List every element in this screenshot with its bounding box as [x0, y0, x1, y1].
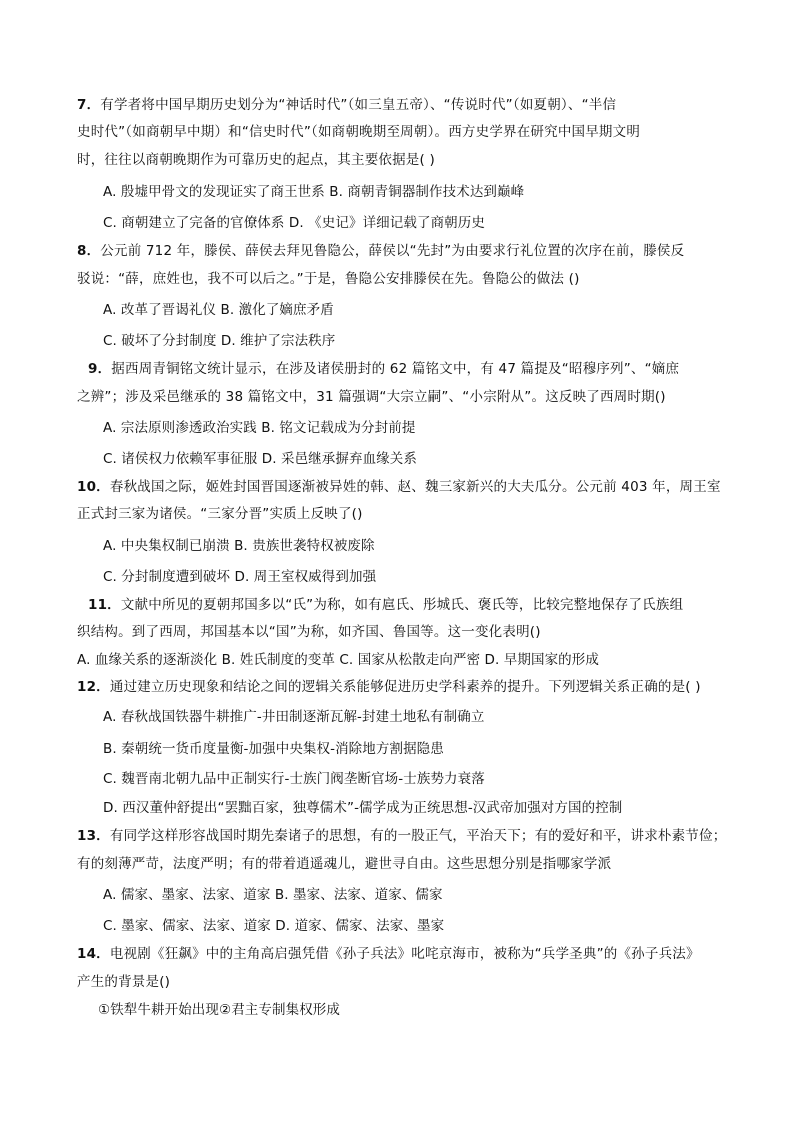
option-line: A. 儒家、墨家、法家、道家 B. 墨家、法家、道家、儒家: [103, 887, 443, 903]
question-text: 文献中所见的夏朝邦国多以“氏”为称，如有扈氏、彤城氏、褒氏等，比较完整地保存了氏族组: [120, 597, 684, 613]
option-line: C. 破坏了分封制度 D. 维护了宗法秩序: [103, 333, 336, 349]
option-line: C. 分封制度遭到破坏 D. 周王室权威得到加强: [103, 569, 377, 585]
question-number: 14．: [77, 946, 110, 962]
option-line: C. 诸侯权力依赖军事征服 D. 采邑继承摒弃血缘关系: [103, 451, 417, 467]
question-text: 有的刻薄严苛，法度严明；有的带着逍遥魂儿，避世寻自由。这些思想分别是指哪家学派: [77, 856, 612, 872]
question-text: 之辨”；涉及采邑继承的 38 篇铭文中，31 篇强调“大宗立嗣”、“小宗附从”。这反映了西周时期(): [77, 389, 666, 405]
question-number: 10．: [77, 479, 110, 495]
question-text: 时，往往以商朝晚期作为可靠历史的起点，其主要依据是( ): [77, 152, 435, 168]
option-line: ①铁犁牛耕开始出现②君主专制集权形成: [98, 1002, 341, 1018]
option-line: C. 魏晋南北朝九品中正制实行-士族门阀垄断官场-士族势力衰落: [103, 771, 485, 787]
question-text: 产生的背景是(): [77, 974, 171, 990]
question-number: 12．: [77, 679, 110, 695]
option-line: D. 西汉董仲舒提出“罢黜百家，独尊儒术”-儒学成为正统思想-汉武帝加强对方国的控制: [103, 800, 623, 816]
question-number: 11．: [88, 597, 121, 613]
option-line: A. 宗法原则渗透政治实践 B. 铭文记载成为分封前提: [103, 420, 416, 436]
question-text: 电视剧《狂飙》中的主角高启强凭借《孙子兵法》叱咤京海市，被称为“兵学圣典”的《孙子兵法》: [109, 946, 700, 962]
option-line: A. 春秋战国铁器牛耕推广-井田制逐渐瓦解-封建土地私有制确立: [103, 709, 485, 725]
question-number: 8．: [77, 243, 101, 259]
question-text: 据西周青铜铭文统计显示，在涉及诸侯册封的 62 篇铭文中，有 47 篇提及“昭穆序列”、“嫡庶: [111, 361, 680, 377]
question-number: 13．: [77, 828, 110, 844]
option-line: A. 血缘关系的逐渐淡化 B. 姓氏制度的变革 C. 国家从松散走向严密 D. 早期国家的形成: [77, 652, 599, 668]
option-line: A. 中央集权制已崩溃 B. 贵族世袭特权被废除: [103, 538, 375, 554]
question-number: 9．: [88, 361, 112, 377]
question-text: 春秋战国之际，姬姓封国晋国逐渐被异姓的韩、赵、魏三家新兴的大夫瓜分。公元前 403 年，周王室: [109, 479, 721, 495]
question-text: 正式封三家为诸侯。“三家分晋”实质上反映了(): [77, 506, 363, 522]
question-text: 史时代”（如商朝早中期）和“信史时代”（如商朝晚期至周朝）。西方史学界在研究中国早期文明: [77, 124, 641, 140]
question-text: 有同学这样形容战国时期先秦诸子的思想，有的一股正气，平治天下；有的爱好和平，讲求朴素节俭；: [109, 828, 727, 844]
option-line: B. 秦朝统一货币度量衡-加强中央集权-消除地方割据隐患: [103, 741, 444, 757]
question-text: 通过建立历史现象和结论之间的逻辑关系能够促进历史学科素养的提升。下列逻辑关系正确的是( ): [109, 679, 701, 695]
option-line: A. 改革了晋谒礼仪 B. 激化了嫡庶矛盾: [103, 302, 334, 318]
option-line: C. 墨家、儒家、法家、道家 D. 道家、儒家、法家、墨家: [103, 918, 445, 934]
question-number: 7．: [77, 97, 101, 113]
question-text: 驳说：“薛，庶姓也，我不可以后之。”于是，鲁隐公安排滕侯在先。鲁隐公的做法 (): [77, 271, 580, 287]
question-text: 有学者将中国早期历史划分为“神话时代”（如三皇五帝）、“传说时代”（如夏朝）、“半信: [100, 97, 617, 113]
option-line: C. 商朝建立了完备的官僚体系 D. 《史记》详细记载了商朝历史: [103, 215, 485, 231]
question-text: 织结构。到了西周，邦国基本以“国”为称，如齐国、鲁国等。这一变化表明(): [77, 624, 541, 640]
option-line: A. 殷墟甲骨文的发现证实了商王世系 B. 商朝青铜器制作技术达到巅峰: [103, 184, 525, 200]
question-text: 公元前 712 年，滕侯、薛侯去拜见鲁隐公，薛侯以“先封”为由要求行礼位置的次序在前，滕侯反: [100, 243, 685, 259]
